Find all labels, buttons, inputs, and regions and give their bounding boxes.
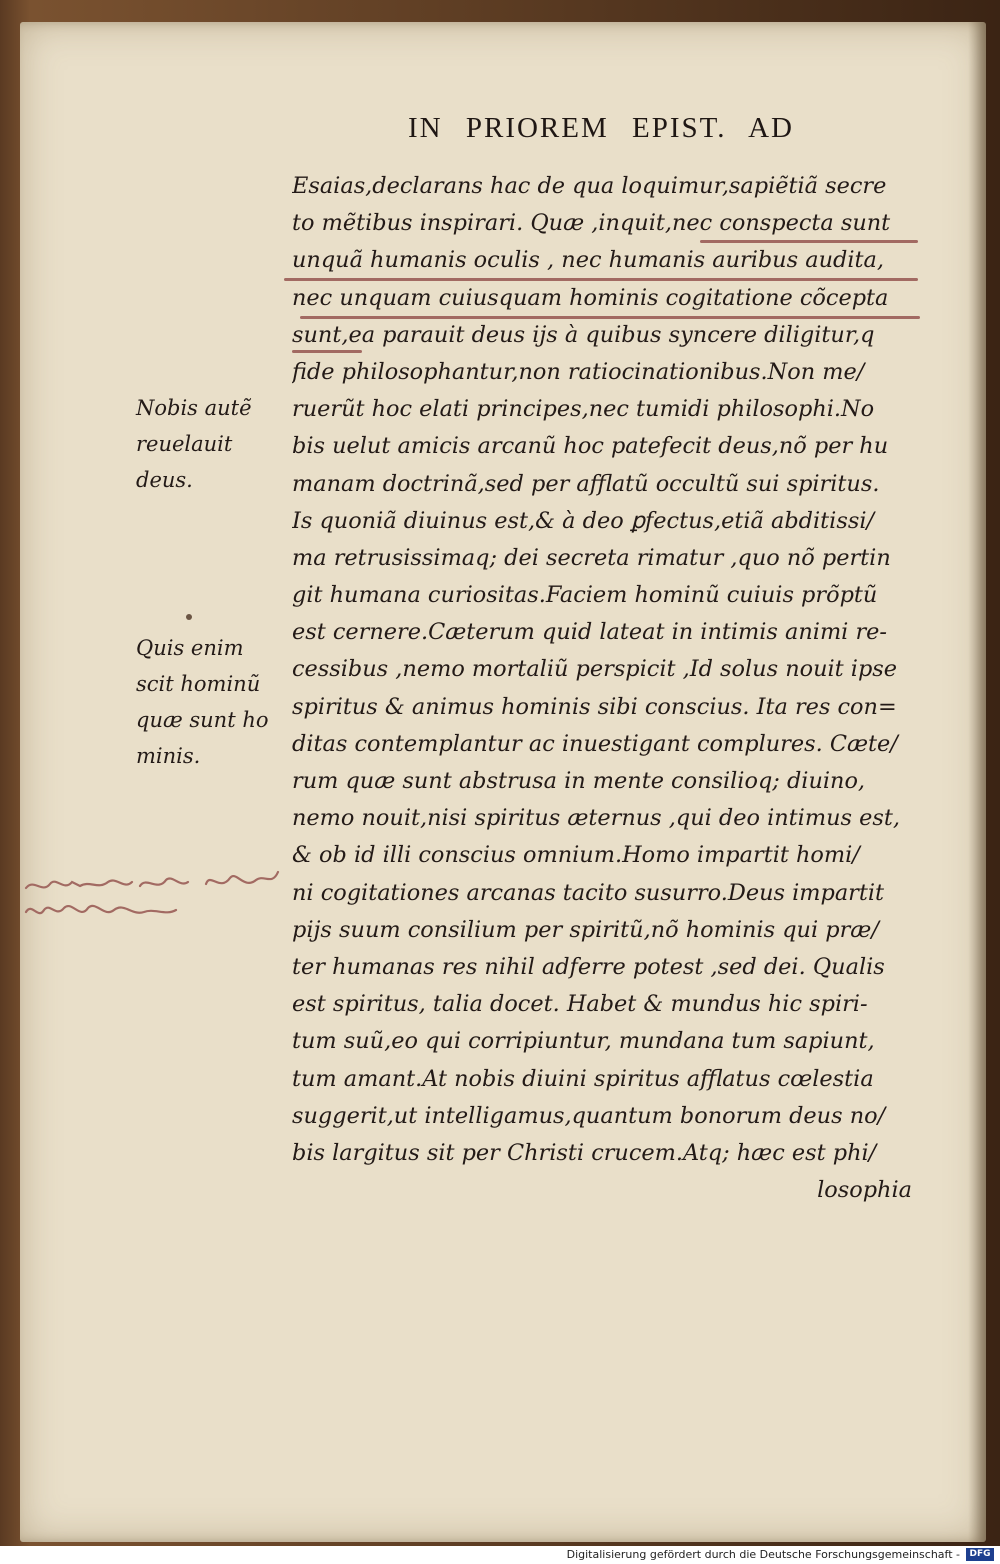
text-line: to mẽtibus inspirari. Quæ ,inquit,nec conspecta sunt [292,210,891,237]
body-text [292,168,932,1209]
text-line: nemo nouit,nisi spiritus æternus ,qui deo intimus est, [292,805,900,832]
text-line: ter humanas res nihil adferre potest ,sed dei. Qualis [292,953,885,980]
text-line: git humana curiositas.Faciem hominũ cuiuis prõptũ [292,582,878,609]
text-line: ma retrusissimaq; dei secreta rimatur ,quo nõ pertin [292,544,891,571]
marginal-note-line: Quis enim [136,636,244,660]
reader-underline [700,240,918,243]
running-head: IN PRIOREM EPIST. AD [408,112,794,144]
text-line: & ob id illi conscius omnium.Homo impartit homi/ [292,842,860,869]
marginal-note-line: quæ sunt ho [136,708,269,732]
marginal-note-line: Nobis autẽ [136,396,252,420]
text-line: rum quæ sunt abstrusa in mente consilioq; diuino, [292,768,866,794]
marginal-note-line: scit hominũ [136,672,261,696]
marginal-note-line: reuelauit [136,432,233,456]
text-line: spiritus & animus hominis sibi conscius. Ita res con= [292,693,897,720]
funding-credit: Digitalisierung gefördert durch die Deutsche Forschungsgemeinschaft - [566,1548,960,1561]
dfg-logo: DFG [966,1548,994,1561]
ink-speck [186,614,192,620]
marginal-note [136,390,286,498]
text-line: bis largitus sit per Christi crucem.Atq; hæc est phi/ [292,1139,877,1166]
text-line: fide philosophantur,non ratiocinationibus.Non me/ [292,358,865,385]
text-line: est cernere.Cæterum quid lateat in intimis animi re- [292,619,887,646]
text-line: tum suũ,eo qui corripiuntur, mundana tum sapiunt, [292,1028,875,1055]
text-line: bis uelut amicis arcanũ hoc patefecit deus,nõ per hu [292,433,889,460]
text-line: pijs suum consilium per spiritũ,nõ hominis qui præ/ [292,916,879,943]
text-line: ditas contemplantur ac inuestigant complures. Cæte/ [292,730,898,757]
text-line: ni cogitationes arcanas tacito susurro.Deus impartit [292,879,885,906]
text-line: sunt,ea parauit deus ijs à quibus syncere diligitur,q [292,321,875,348]
text-line: ruerũt hoc elati principes,nec tumidi philosophi.No [292,396,875,423]
reader-underline [292,350,362,353]
marginal-note [136,630,286,774]
text-line: Esaias,declarans hac de qua loquimur,sapiẽtiã secre [292,173,887,199]
reader-underline [284,278,918,281]
text-line: est spiritus, talia docet. Habet & mundus hic spiri- [292,991,868,1018]
marginal-note-line: minis. [136,744,201,768]
catchword: losophia [817,1177,912,1204]
text-line: cessibus ,nemo mortaliũ perspicit ,Id solus nouit ipse [292,656,898,683]
text-line: Is quoniã diuinus est,& à deo ꝑfectus,etiã abditissi/ [292,507,875,534]
text-line: manam doctrinã,sed per afflatũ occultũ sui spiritus. [292,470,880,497]
text-line: nec unquam cuiusquam hominis cogitatione cõcepta [292,284,889,311]
text-line: unquã humanis oculis , nec humanis auribus audita, [292,247,884,274]
page-gutter-shadow [968,22,986,1542]
text-line: suggerit,ut intelligamus,quantum bonorum deus no/ [292,1102,886,1129]
handwritten-annotation [20,862,290,942]
footer-bar [0,1546,1000,1564]
text-line: tum amant.At nobis diuini spiritus afflatus cœlestia [292,1065,874,1092]
reader-underline [300,316,920,319]
marginal-note-line: deus. [136,468,193,492]
